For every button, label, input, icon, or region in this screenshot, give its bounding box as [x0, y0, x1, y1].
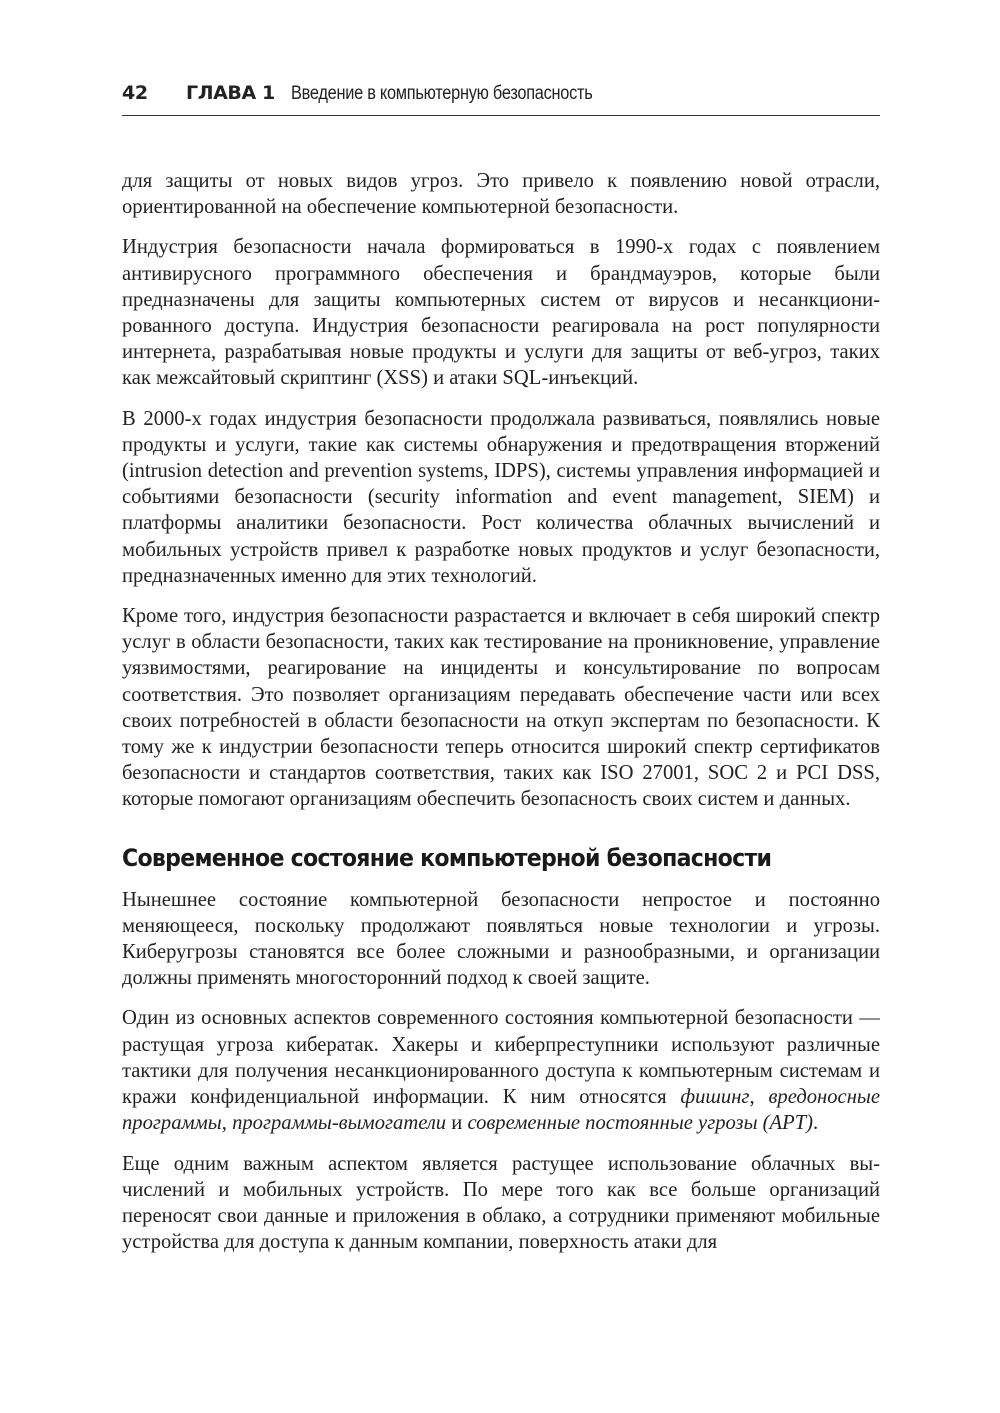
paragraph-text: Один из основных аспектов современного состояния компьютерной безопасности — растущая угроза кибератак. Хакеры и киберпреступники используют различные тактики для получения несанкционированного доступа к компьютерным системам и кражи конфиденциальной информации. К ним относятся: [122, 1007, 880, 1109]
separator: ,: [749, 1086, 769, 1109]
page-number: 42: [122, 82, 148, 104]
body-text: [122, 168, 880, 1269]
paragraph: Еще одним важным аспектом является растущее использование облачных вычислений и мобильных устройств. По мере того как все больше организаций переносят свои данные и приложения в облако, а сотрудники применяют мобильные устройства для доступа к данным компании, поверхность атаки для: [122, 1152, 880, 1254]
term-phishing: фишинг: [680, 1086, 750, 1109]
header-rule: [122, 115, 880, 116]
paragraph-end: .: [813, 1112, 819, 1135]
chapter-label: ГЛАВА 1: [186, 82, 275, 104]
paragraph: для защиты от новых видов угроз. Это привело к появлению новой отрасли, ориентированной на обеспечение компьютерной безопасности.: [122, 170, 880, 219]
term-malware: вредоносные программы: [122, 1086, 881, 1135]
term-apt: современные постоянные угрозы (APT): [467, 1112, 814, 1135]
paragraph: Индустрия безопасности начала формироваться в 1990-х годах с появлением антивирусного программного обеспечения и брандмауэров, которые были предназначены для защиты компьютерных систем от вирусов и несанкционированного доступа. Индустрия безопасности реагировала на рост популярности интернета, разрабатывая новые продукты и услуги для защиты от веб-угроз, таких как межсайтовый скриптинг (XSS) и атаки SQL-инъекций.: [122, 236, 880, 390]
running-header: [122, 82, 880, 112]
chapter-title: Введение в компьютерную безопасность: [290, 83, 593, 104]
separator: и: [446, 1112, 468, 1135]
separator: ,: [221, 1112, 233, 1135]
section-heading: Современное состояние компьютерной безопасности: [122, 843, 772, 872]
paragraph: Нынешнее состояние компьютерной безопасности непростое и постоянно меняющееся, поскольку продолжают появляться новые технологии и угрозы. Киберугрозы становятся все более сложными и разнообразными, и организации должны применять многосторонний подход к своей защите.: [122, 888, 880, 990]
paragraph-threats: [122, 1005, 880, 1136]
paragraph: В 2000-х годах индустрия безопасности продолжала развиваться, появлялись новые продукты и услуги, такие как системы обнаружения и предотвращения вторжений (intrusion detection and prevention systems, IDPS), системы управления информацией и событиями безопасности (security information and event management, SIEM) и платформы аналитики безопасности. Рост количества облачных вычислений и мобильных устройств привел к разработке новых продуктов и услуг безопасности, предназначенных именно для этих технологий.: [122, 407, 880, 587]
paragraph: Кроме того, индустрия безопасности разрастается и включает в себя широкий спектр услуг в области безопасности, таких как тестирование на проникновение, управление уязвимостями, реагирование на инциденты и консультирование по вопросам соответствия. Это позволяет организациям передавать обеспечение части или всех своих потребностей в области безопасности на откуп экспертам по безопасности. К тому же к индустрии безопасности теперь относится широкий спектр сертификатов безопасности и стандартов соответствия, таких как ISO 27001, SOC 2 и PCI DSS, которые помогают организациям обеспечить безопасность своих систем и данных.: [122, 605, 880, 811]
term-ransomware: программы-вымогатели: [232, 1112, 447, 1135]
